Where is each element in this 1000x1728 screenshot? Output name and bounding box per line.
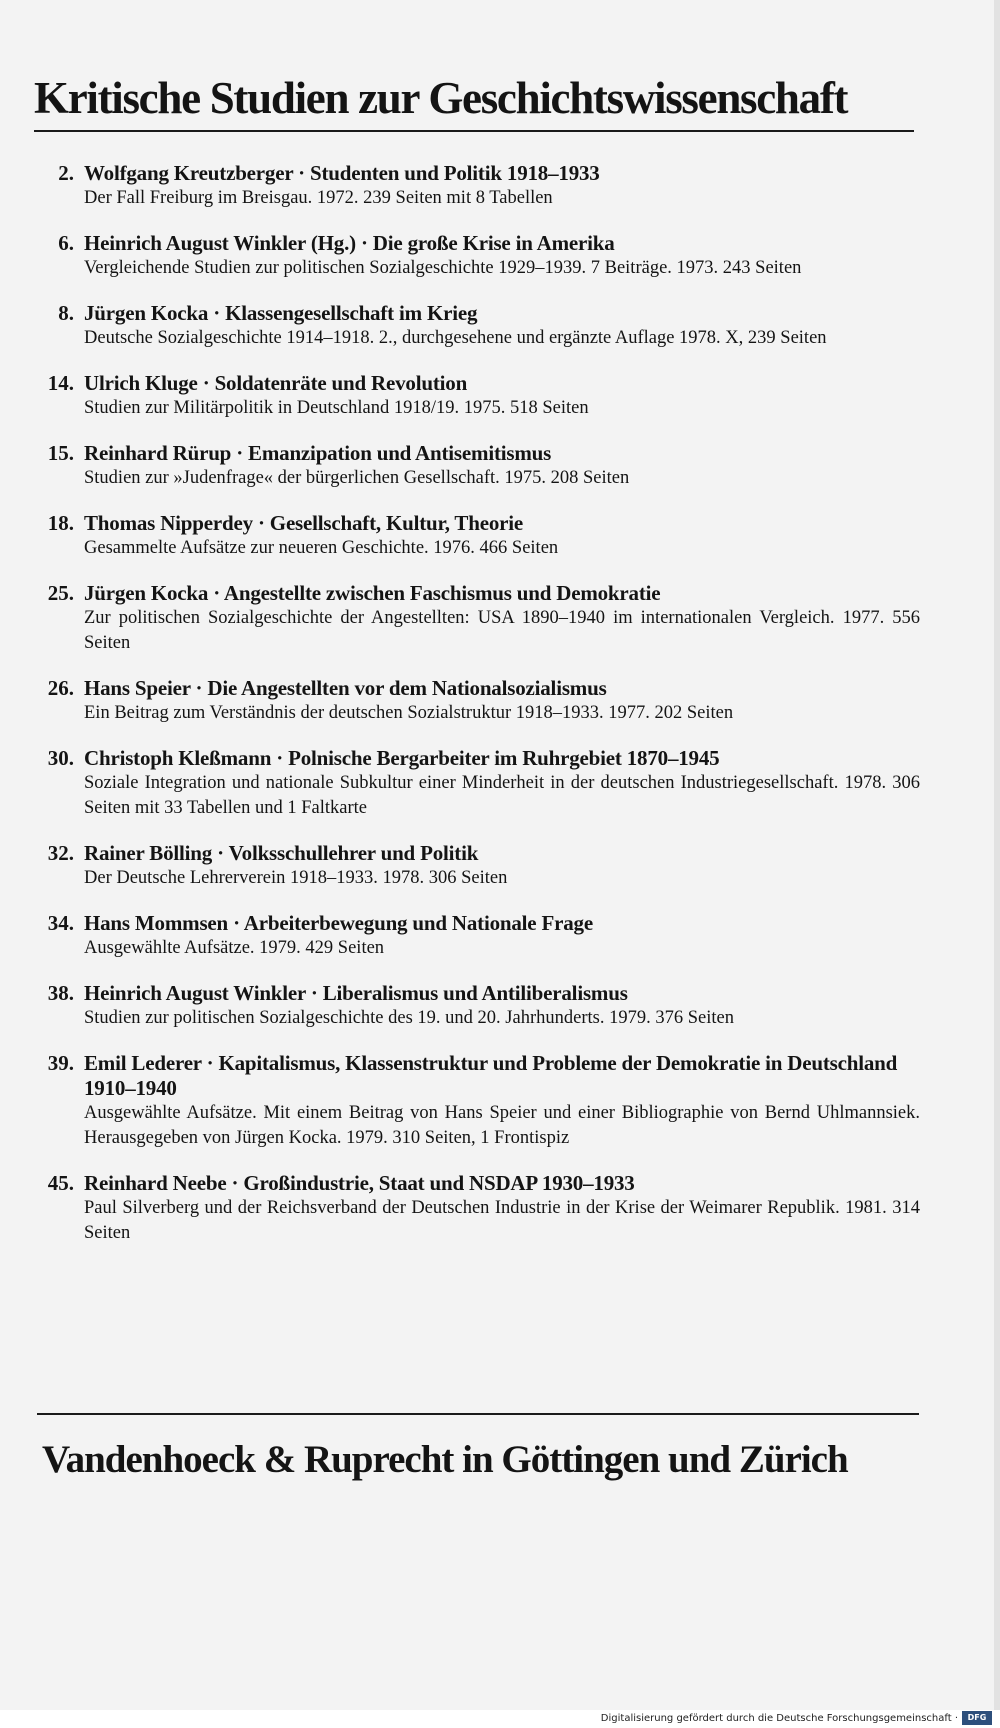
entry-number: 18. <box>47 511 74 535</box>
page-edge-shadow <box>994 0 1000 1710</box>
entry-description: Studien zur »Judenfrage« der bürgerlichen Gesellschaft. 1975. 208 Seiten <box>84 468 630 488</box>
dfg-logo-icon: DFG <box>962 1711 992 1725</box>
entry-author-title: Wolfgang Kreutzberger · Studenten und Politik 1918–1933 <box>84 161 600 185</box>
list-item <box>30 911 920 961</box>
entry-number: 15. <box>47 441 74 465</box>
entry-number: 32. <box>47 841 74 865</box>
entry-description: Ausgewählte Aufsätze. 1979. 429 Seiten <box>84 938 385 958</box>
entry-author-title: Jürgen Kocka · Angestellte zwischen Faschismus und Demokratie <box>84 581 661 605</box>
list-item <box>30 161 920 211</box>
entry-author-title: Hans Mommsen · Arbeiterbewegung und Nationale Frage <box>84 911 593 935</box>
list-item <box>30 301 920 351</box>
entry-author-title: Thomas Nipperdey · Gesellschaft, Kultur, Theorie <box>84 511 523 535</box>
entry-description: Vergleichende Studien zur politischen Sozialgeschichte 1929–1939. 7 Beiträge. 1973. 243 Seiten <box>84 258 802 278</box>
list-item <box>30 841 920 891</box>
entry-number: 6. <box>58 231 74 255</box>
list-item <box>30 746 920 821</box>
list-item <box>30 676 920 726</box>
entry-number: 14. <box>47 371 74 395</box>
entry-description: Zur politischen Sozialgeschichte der Angestellten: USA 1890–1940 im internationalen Vergleich. 1977. 556 Seiten <box>84 608 920 653</box>
entry-number: 39. <box>47 1051 74 1075</box>
entry-author-title: Heinrich August Winkler · Liberalismus und Antiliberalismus <box>84 981 628 1005</box>
entry-author-title: Heinrich August Winkler (Hg.) · Die große Krise in Amerika <box>84 231 615 255</box>
entry-description: Ein Beitrag zum Verständnis der deutschen Sozialstruktur 1918–1933. 1977. 202 Seiten <box>84 703 734 723</box>
entry-author-title: Rainer Bölling · Volksschullehrer und Politik <box>84 841 479 865</box>
entry-number: 26. <box>47 676 74 700</box>
entry-description: Studien zur politischen Sozialgeschichte des 19. und 20. Jahrhunderts. 1979. 376 Seiten <box>84 1008 734 1028</box>
publisher-imprint: Vandenhoeck & Ruprecht in Göttingen und Zürich <box>42 1438 848 1481</box>
list-item <box>30 581 920 656</box>
entry-author-title: Christoph Kleßmann · Polnische Bergarbeiter im Ruhrgebiet 1870–1945 <box>84 746 720 770</box>
entry-author-title: Jürgen Kocka · Klassengesellschaft im Krieg <box>84 301 478 325</box>
entry-description: Ausgewählte Aufsätze. Mit einem Beitrag von Hans Speier und einer Bibliographie von Bernd Uhlmannsiek. Herausgegeben von Jürgen Kocka. 1979. 310 Seiten, 1 Frontispiz <box>84 1103 920 1148</box>
entry-description: Der Deutsche Lehrerverein 1918–1933. 1978. 306 Seiten <box>84 868 508 888</box>
entry-number: 38. <box>47 981 74 1005</box>
entry-description: Paul Silverberg und der Reichsverband der Deutschen Industrie in der Krise der Weimarer Republik. 1981. 314 Seiten <box>84 1198 920 1243</box>
bottom-rule <box>37 1413 919 1415</box>
entry-number: 45. <box>47 1171 74 1195</box>
entry-author-title: Emil Lederer · Kapitalismus, Klassenstruktur und Probleme der Demokratie in Deutschland 1910–1940 <box>84 1051 898 1100</box>
entry-description: Studien zur Militärpolitik in Deutschland 1918/19. 1975. 518 Seiten <box>84 398 589 418</box>
entry-description: Gesammelte Aufsätze zur neueren Geschichte. 1976. 466 Seiten <box>84 538 559 558</box>
list-item <box>30 1171 920 1246</box>
funding-note: Digitalisierung gefördert durch die Deutsche Forschungsgemeinschaft · <box>600 1713 958 1724</box>
entry-description: Deutsche Sozialgeschichte 1914–1918. 2., durchgesehene und ergänzte Auflage 1978. X, 239 Seiten <box>84 328 827 348</box>
entry-author-title: Reinhard Rürup · Emanzipation und Antisemitismus <box>84 441 552 465</box>
entry-description: Der Fall Freiburg im Breisgau. 1972. 239 Seiten mit 8 Tabellen <box>84 188 553 208</box>
list-item <box>30 511 920 561</box>
top-rule <box>34 130 914 132</box>
list-item <box>30 441 920 491</box>
list-item <box>30 371 920 421</box>
entry-author-title: Hans Speier · Die Angestellten vor dem Nationalsozialismus <box>84 676 607 700</box>
series-title: Kritische Studien zur Geschichtswissenschaft <box>34 73 848 123</box>
entry-author-title: Ulrich Kluge · Soldatenräte und Revolution <box>84 371 468 395</box>
entry-author-title: Reinhard Neebe · Großindustrie, Staat und NSDAP 1930–1933 <box>84 1171 635 1195</box>
entry-description: Soziale Integration und nationale Subkultur einer Minderheit in der deutschen Industriegesellschaft. 1978. 306 Seiten mit 33 Tabellen und 1 Faltkarte <box>84 773 920 818</box>
entry-number: 25. <box>47 581 74 605</box>
entry-number: 34. <box>47 911 74 935</box>
list-item <box>30 231 920 281</box>
book-list <box>30 161 920 1266</box>
entry-number: 8. <box>58 301 74 325</box>
entry-number: 30. <box>47 746 74 770</box>
list-item <box>30 1051 920 1151</box>
list-item <box>30 981 920 1031</box>
entry-number: 2. <box>58 161 74 185</box>
